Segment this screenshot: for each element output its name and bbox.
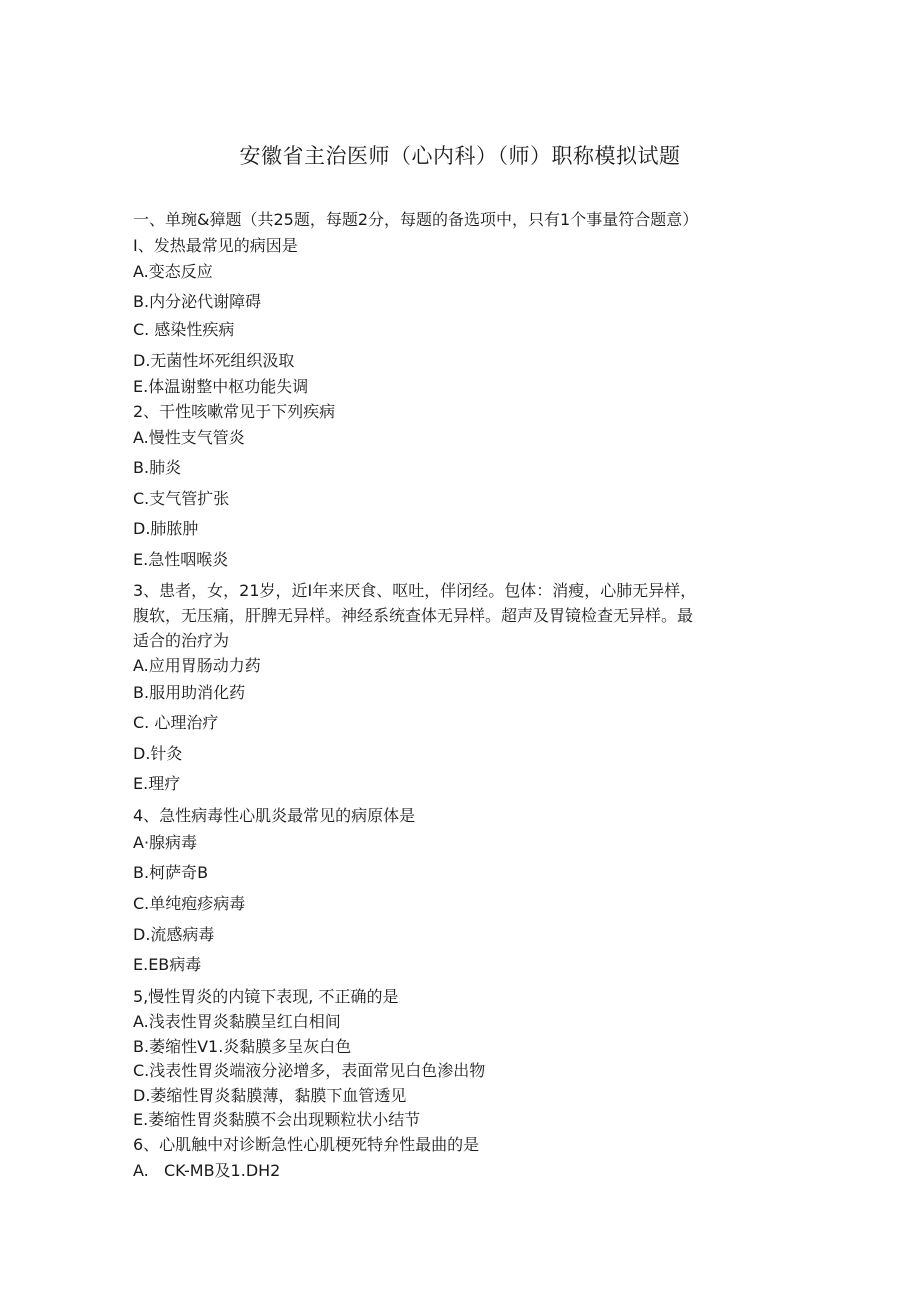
option-line: C. 心理治疗 <box>133 713 219 732</box>
option-line: A.慢性支气管炎 <box>133 428 245 447</box>
option-line: C.浅表性胃炎端液分泌增多，表面常见白色渗出物 <box>133 1061 486 1080</box>
option-line: B.肺炎 <box>133 458 182 477</box>
question-5: 5,慢性胃炎的内镜下表现, 不正确的是 <box>133 987 399 1006</box>
option-line: A.变态反应 <box>133 262 213 281</box>
question-6: 6、心肌触中对诊断急性心肌梗死特弁性最曲的是 <box>133 1135 480 1154</box>
option-line: D.无菌性坏死组织汲取 <box>133 351 295 370</box>
option-line: B.内分泌代谢障碍 <box>133 292 262 311</box>
option-line: E.体温谢整中枢功能失调 <box>133 377 309 396</box>
option-line: C. 感染性疾病 <box>133 320 235 339</box>
option-line: A·腺病毒 <box>133 833 198 852</box>
option-line: A.应用胃肠动力药 <box>133 656 261 675</box>
option-line: D.肺脓肿 <box>133 519 199 538</box>
option-line: A.浅表性胃炎黏膜呈红白相间 <box>133 1012 341 1031</box>
page-title: 安徽省主治医师（心内科）（师）职称模拟试题 <box>239 144 681 168</box>
option-line: E.EB病毒 <box>133 955 202 974</box>
question-1: I、发热最常见的病因是 <box>133 236 298 255</box>
option-line: C.单纯疱疹病毒 <box>133 894 246 913</box>
option-line: E.理疗 <box>133 774 181 793</box>
option-line: B.柯萨奇B <box>133 863 209 882</box>
option-line: D.萎缩性胃炎黏膜薄，黏膜下血管透见 <box>133 1086 407 1105</box>
option-line: B.萎缩性V1.炎黏膜多呈灰白色 <box>133 1037 352 1056</box>
option-line: B.服用助消化药 <box>133 683 246 702</box>
section-heading: 一、单琬&獐题（共25题，每题2分，每题的备选项中，只有1个事量符合题意） <box>133 210 699 229</box>
option-line: E.萎缩性胃炎黏膜不会出现颗粒状小结节 <box>133 1110 421 1129</box>
option-line: D.针灸 <box>133 744 183 763</box>
question-3: 3、患者，女，21岁，近I年来厌食、呕吐，伴闭经。包体：消瘦，心肺无异样， <box>133 581 697 600</box>
option-line: C.支气管扩张 <box>133 489 230 508</box>
question-3-line-3: 适合的治疗为 <box>133 631 230 650</box>
question-4: 4、急性病毒性心肌炎最常见的病原体是 <box>133 806 416 825</box>
option-line: E.急性咽喉炎 <box>133 550 229 569</box>
question-2: 2、干性咳嗽常见于下列疾病 <box>133 402 336 421</box>
option-line: D.流感病毒 <box>133 925 215 944</box>
option-line: A. CK-MB及1.DH2 <box>133 1161 281 1180</box>
question-3-line-2: 腹软，无压痛，肝脾无异样。神经系统查体无异样。超声及胃镜检查无异样。最 <box>133 606 694 625</box>
